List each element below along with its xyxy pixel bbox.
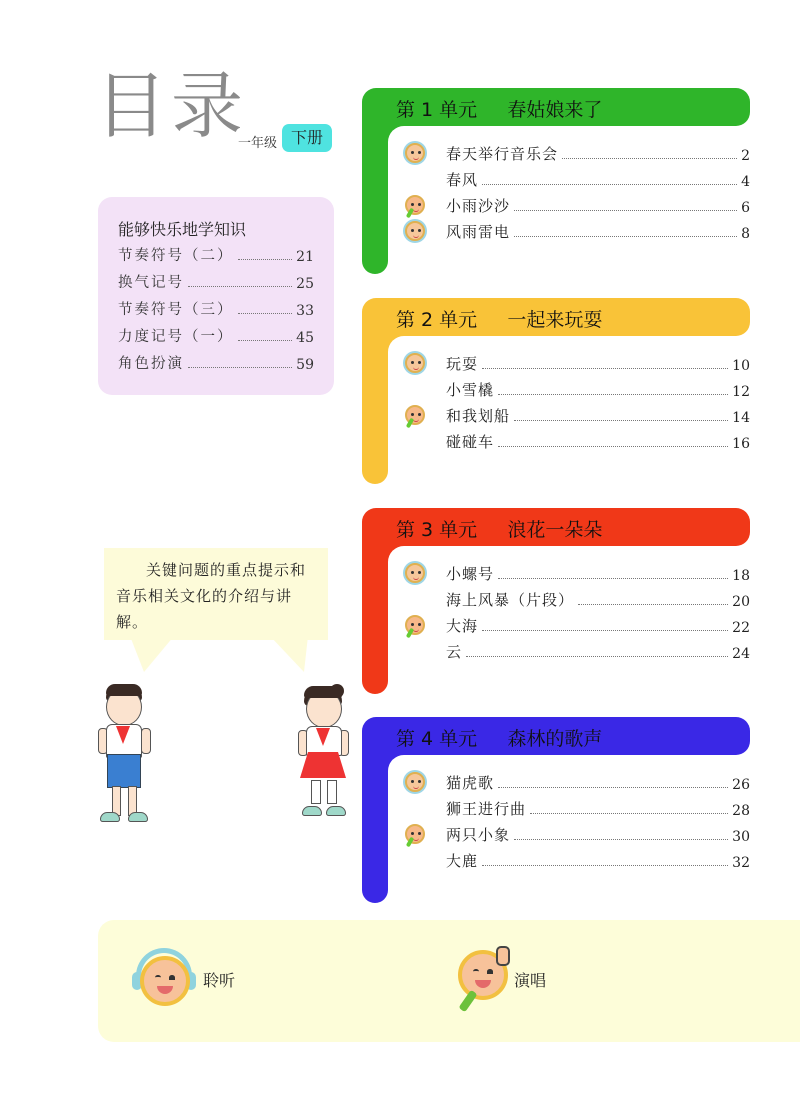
leader-dots	[514, 420, 728, 421]
page-number: 8	[741, 226, 750, 242]
unit-header[interactable]	[362, 298, 750, 336]
leader-dots	[562, 158, 737, 159]
unit-side-bar	[362, 318, 388, 484]
unit-header[interactable]	[362, 717, 750, 755]
leader-dots	[482, 368, 728, 369]
lesson-item[interactable]	[446, 640, 750, 662]
knowledge-box	[98, 197, 334, 395]
page-number: 21	[296, 249, 314, 265]
lesson-item[interactable]	[446, 404, 750, 426]
legend-sing-label: 演唱	[514, 971, 547, 990]
unit-corner	[388, 336, 408, 356]
page-number: 33	[296, 303, 314, 319]
page-number: 28	[732, 803, 750, 819]
knowledge-item[interactable]	[118, 243, 314, 265]
listen-icon	[405, 353, 425, 373]
listen-icon	[405, 772, 425, 792]
knowledge-item[interactable]	[118, 351, 314, 373]
unit-side-bar	[362, 528, 388, 694]
legend-listen-label: 聆听	[203, 971, 236, 990]
listen-icon	[405, 221, 425, 241]
knowledge-title: 能够快乐地学知识	[118, 220, 247, 239]
leader-dots	[578, 604, 728, 605]
leader-dots	[188, 286, 292, 287]
lesson-item[interactable]	[446, 797, 750, 819]
lesson-item[interactable]	[446, 194, 750, 216]
lesson-item[interactable]	[446, 430, 750, 452]
listen-icon	[405, 563, 425, 583]
lesson-title: 小雪橇	[446, 381, 495, 399]
page-number: 30	[732, 829, 750, 845]
unit-title: 第 4 单元 森林的歌声	[396, 728, 603, 750]
knowledge-item-label: 节奏符号（三）	[118, 302, 234, 318]
lesson-title: 狮王进行曲	[446, 800, 527, 818]
lesson-item[interactable]	[446, 849, 750, 871]
page-number: 10	[732, 358, 750, 374]
knowledge-item[interactable]	[118, 324, 314, 346]
leader-dots	[482, 865, 728, 866]
raised-hand-icon	[496, 946, 510, 966]
page-number: 26	[732, 777, 750, 793]
lesson-title: 小雨沙沙	[446, 197, 511, 215]
lesson-item[interactable]	[446, 352, 750, 374]
page-number: 25	[296, 276, 314, 292]
volume-badge: 下册	[282, 124, 332, 152]
page-number: 18	[732, 568, 750, 584]
leader-dots	[238, 340, 293, 341]
leader-dots	[530, 813, 728, 814]
page-number: 14	[732, 410, 750, 426]
lesson-title: 风雨雷电	[446, 223, 511, 241]
lesson-title: 小螺号	[446, 565, 495, 583]
leader-dots	[238, 259, 293, 260]
lesson-item[interactable]	[446, 168, 750, 190]
leader-dots	[466, 656, 728, 657]
lesson-title: 猫虎歌	[446, 774, 495, 792]
lesson-title: 碰碰车	[446, 433, 495, 451]
speech-bubble-tail	[270, 636, 308, 672]
lesson-item[interactable]	[446, 378, 750, 400]
knowledge-item[interactable]	[118, 270, 314, 292]
unit-corner	[388, 546, 408, 566]
leader-dots	[514, 210, 737, 211]
knowledge-item-label: 角色扮演	[118, 356, 184, 372]
leader-dots	[498, 578, 728, 579]
knowledge-item-label: 节奏符号（二）	[118, 248, 234, 264]
lesson-title: 春风	[446, 171, 479, 189]
page-number: 45	[296, 330, 314, 346]
leader-dots	[482, 630, 728, 631]
unit-side-bar	[362, 108, 388, 274]
leader-dots	[498, 394, 728, 395]
page-number: 6	[741, 200, 750, 216]
unit-side-bar	[362, 737, 388, 903]
page-number: 4	[741, 174, 750, 190]
lesson-title: 大海	[446, 617, 479, 635]
lesson-title: 大鹿	[446, 852, 479, 870]
lesson-title: 海上风暴（片段）	[446, 591, 575, 609]
leader-dots	[482, 184, 737, 185]
lesson-title: 和我划船	[446, 407, 511, 425]
lesson-title: 玩耍	[446, 355, 479, 373]
unit-corner	[388, 126, 408, 146]
lesson-title: 春天举行音乐会	[446, 145, 559, 163]
page-number: 22	[732, 620, 750, 636]
page-title: 目录	[95, 64, 248, 148]
leader-dots	[514, 839, 728, 840]
lesson-item[interactable]	[446, 823, 750, 845]
page-number: 32	[732, 855, 750, 871]
speech-bubble-tail	[130, 636, 174, 672]
page-number: 12	[732, 384, 750, 400]
listen-icon	[140, 956, 190, 1006]
lesson-item[interactable]	[446, 614, 750, 636]
lesson-title: 云	[446, 643, 463, 661]
leader-dots	[514, 236, 737, 237]
leader-dots	[498, 446, 728, 447]
unit-corner	[388, 755, 408, 775]
page-number: 59	[296, 357, 314, 373]
speech-bubble-text: 关键问题的重点提示和音乐相关文化的介绍与讲解。	[116, 561, 307, 631]
knowledge-item-label: 换气记号	[118, 275, 184, 291]
lesson-item[interactable]	[446, 562, 750, 584]
page-number: 20	[732, 594, 750, 610]
unit-title: 第 3 单元 浪花一朵朵	[396, 519, 603, 541]
grade-label: 一年级	[238, 136, 278, 151]
lesson-title: 两只小象	[446, 826, 511, 844]
unit-header[interactable]	[362, 88, 750, 126]
listen-icon	[405, 143, 425, 163]
leader-dots	[188, 367, 292, 368]
page-number: 16	[732, 436, 750, 452]
lesson-item[interactable]	[446, 771, 750, 793]
leader-dots	[498, 787, 728, 788]
lesson-item[interactable]	[446, 142, 750, 164]
unit-title: 第 2 单元 一起来玩耍	[396, 309, 603, 331]
unit-header[interactable]	[362, 508, 750, 546]
lesson-item[interactable]	[446, 220, 750, 242]
knowledge-item-label: 力度记号（一）	[118, 329, 234, 345]
unit-title: 第 1 单元 春姑娘来了	[396, 99, 603, 121]
knowledge-item[interactable]	[118, 297, 314, 319]
leader-dots	[238, 313, 293, 314]
page-number: 24	[732, 646, 750, 662]
page-number: 2	[741, 148, 750, 164]
lesson-item[interactable]	[446, 588, 750, 610]
